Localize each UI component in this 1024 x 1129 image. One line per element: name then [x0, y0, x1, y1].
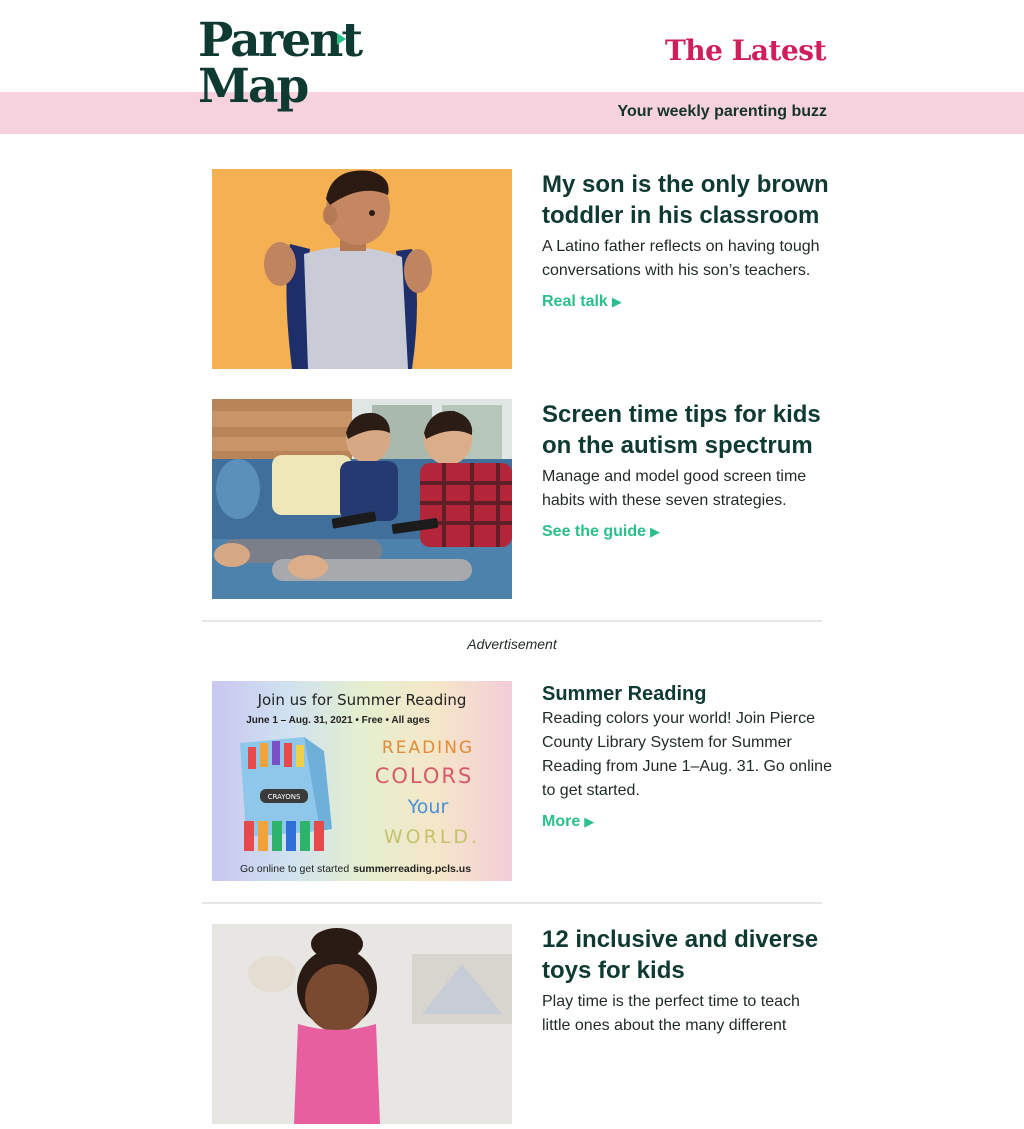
article-card [212, 169, 829, 369]
cta-label: More [542, 813, 581, 830]
toddler-photo [212, 169, 512, 369]
logo-text-line1: Parent [198, 13, 362, 68]
article-headline[interactable]: 12 inclusive and diverse toys for kids [542, 926, 819, 984]
article-description: A Latino father reflects on having tough conversations with his son’s teachers. [542, 238, 820, 279]
ad-card [212, 681, 832, 881]
article-image[interactable] [212, 924, 512, 1124]
summer-reading-banner [212, 681, 512, 881]
tagline-banner [0, 92, 1024, 134]
real-talk-link[interactable] [542, 293, 622, 311]
article-image[interactable] [212, 169, 512, 369]
girl-playing-photo [212, 924, 512, 1124]
article-card [212, 399, 824, 599]
play-arrow-icon: ▶ [650, 524, 661, 539]
logo-play-icon [337, 33, 346, 45]
slogan-line1: READING [381, 738, 475, 758]
crayon-box-label: CRAYONS [267, 793, 301, 801]
banner-footer [240, 863, 471, 875]
slogan-line2: COLORS [374, 764, 474, 788]
more-link[interactable] [542, 813, 594, 831]
play-arrow-icon: ▶ [611, 294, 622, 309]
page-title: The Latest [664, 34, 826, 67]
article-text [542, 399, 832, 541]
banner-dates: June 1 – Aug. 31, 2021 • Free • All ages [246, 715, 430, 726]
slogan-line4: WORLD. [383, 826, 481, 848]
banner-footer-prefix: Go online to get started [240, 863, 350, 875]
ad-headline[interactable]: Summer Reading [542, 683, 707, 705]
article-text [542, 169, 832, 311]
ad-image[interactable] [212, 681, 512, 881]
divider [202, 620, 822, 622]
article-headline[interactable]: My son is the only brown toddler in his classroom [542, 171, 829, 229]
kids-tablet-photo [212, 399, 512, 599]
logo-text-line2: Map [198, 59, 308, 114]
article-card [212, 924, 824, 1124]
parentmap-logo[interactable] [198, 13, 362, 122]
article-description: Play time is the perfect time to teach little ones about the many different [542, 993, 800, 1034]
ad-text [542, 681, 832, 831]
banner-footer-url: summerreading.pcls.us [353, 863, 472, 875]
tagline: Your weekly parenting buzz [617, 103, 827, 120]
article-text [542, 924, 832, 1038]
article-image[interactable] [212, 399, 512, 599]
divider [202, 902, 822, 904]
cta-label: Real talk [542, 293, 608, 310]
ad-description: Reading colors your world! Join Pierce County Library System for Summer Reading from June 1–Aug. 31. Go online to get started. [542, 710, 832, 799]
slogan-line3: Your [407, 796, 449, 818]
article-description: Manage and model good screen time habits with these seven strategies. [542, 468, 807, 509]
play-arrow-icon: ▶ [584, 814, 595, 829]
cta-label: See the guide [542, 523, 647, 540]
article-headline[interactable]: Screen time tips for kids on the autism spectrum [542, 401, 821, 459]
advertisement-label: Advertisement [467, 636, 557, 652]
see-the-guide-link[interactable] [542, 523, 660, 541]
banner-title: Join us for Summer Reading [257, 691, 467, 709]
